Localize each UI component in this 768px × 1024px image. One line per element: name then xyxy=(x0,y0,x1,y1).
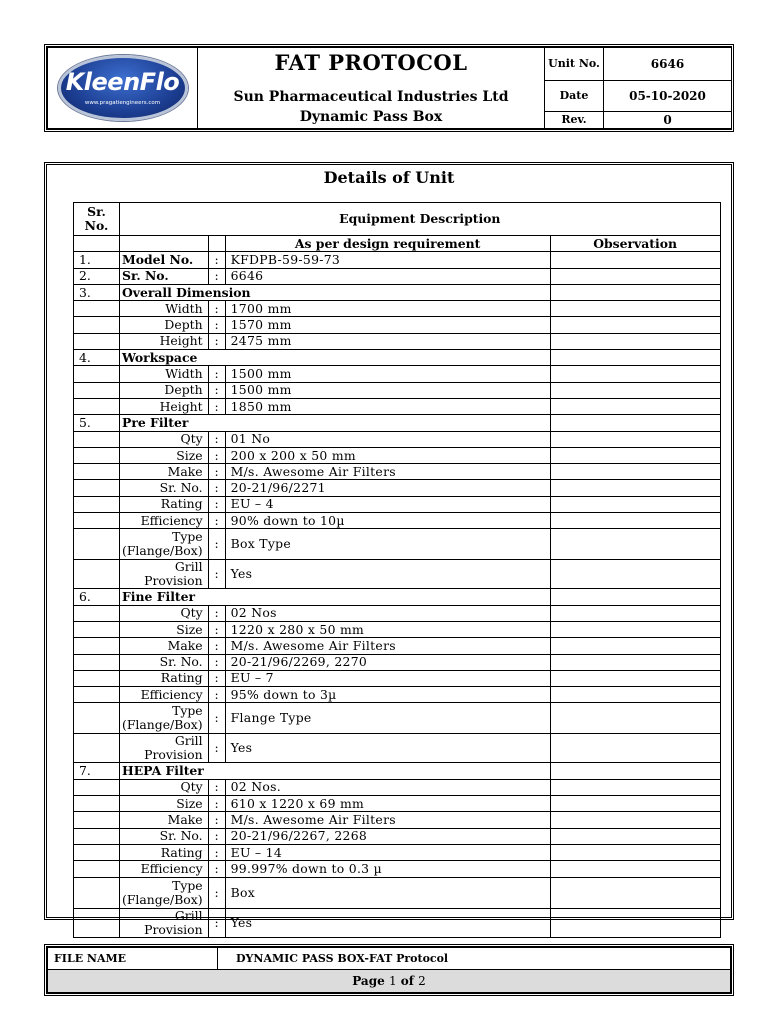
observation-cell xyxy=(550,589,720,605)
field-value: 1850 mm xyxy=(225,398,550,414)
observation-cell xyxy=(550,844,720,860)
date-value: 05-10-2020 xyxy=(604,81,732,112)
sr-no-cell xyxy=(74,480,120,496)
colon-separator: : xyxy=(208,496,225,512)
table-row xyxy=(74,480,721,496)
sr-no-cell xyxy=(74,796,120,812)
sr-no-cell xyxy=(74,638,120,654)
sr-no-cell xyxy=(74,877,120,908)
observation-cell xyxy=(550,496,720,512)
field-value: 20-21/96/2267, 2268 xyxy=(225,828,550,844)
date-label: Date xyxy=(545,81,604,112)
colon-separator: : xyxy=(208,877,225,908)
field-value: M/s. Awesome Air Filters xyxy=(225,812,550,828)
observation-cell xyxy=(550,464,720,480)
field-value: 20-21/96/2271 xyxy=(225,480,550,496)
field-label: Depth xyxy=(120,317,209,333)
field-label: Qty xyxy=(120,431,209,447)
table-row xyxy=(74,861,721,877)
table-row xyxy=(74,812,721,828)
empty-cell xyxy=(208,236,225,252)
field-value: 20-21/96/2269, 2270 xyxy=(225,654,550,670)
field-label: Type (Flange/Box) xyxy=(120,877,209,908)
design-requirement-header: As per design requirement xyxy=(225,236,550,252)
colon-separator: : xyxy=(208,447,225,463)
field-value: 610 x 1220 x 69 mm xyxy=(225,796,550,812)
observation-cell xyxy=(550,861,720,877)
field-label: Efficiency xyxy=(120,513,209,529)
sr-no-cell xyxy=(74,431,120,447)
observation-cell xyxy=(550,529,720,560)
logo-url: www.pragatiengineers.com xyxy=(84,100,161,106)
of-word: of xyxy=(400,973,414,988)
observation-cell xyxy=(550,605,720,621)
title-block xyxy=(198,48,545,129)
field-value: 1700 mm xyxy=(225,301,550,317)
details-title: Details of Unit xyxy=(323,168,455,187)
table-row xyxy=(74,496,721,512)
observation-cell xyxy=(550,828,720,844)
table-header-row xyxy=(74,203,721,236)
field-value: M/s. Awesome Air Filters xyxy=(225,638,550,654)
colon-separator: : xyxy=(208,861,225,877)
colon-separator: : xyxy=(208,670,225,686)
document-footer xyxy=(44,944,734,996)
unit-no-label: Unit No. xyxy=(545,48,604,81)
sr-no-cell xyxy=(74,605,120,621)
field-label: Efficiency xyxy=(120,861,209,877)
rev-label: Rev. xyxy=(545,112,604,129)
details-frame xyxy=(44,162,734,937)
colon-separator: : xyxy=(208,317,225,333)
field-value: Flange Type xyxy=(225,703,550,734)
field-value: 1500 mm xyxy=(225,382,550,398)
field-value: 1500 mm xyxy=(225,366,550,382)
colon-separator: : xyxy=(208,268,225,284)
field-label: Rating xyxy=(120,496,209,512)
table-row xyxy=(74,779,721,795)
field-label: Sr. No. xyxy=(120,480,209,496)
table-row xyxy=(74,268,721,284)
colon-separator: : xyxy=(208,844,225,860)
field-label: Height xyxy=(120,398,209,414)
field-label: Height xyxy=(120,333,209,349)
field-label: Size xyxy=(120,447,209,463)
field-label: Rating xyxy=(120,670,209,686)
observation-cell xyxy=(550,268,720,284)
table-row xyxy=(74,333,721,349)
observation-cell xyxy=(550,779,720,795)
observation-cell xyxy=(550,415,720,431)
section-heading: Pre Filter xyxy=(120,415,551,431)
observation-cell xyxy=(550,703,720,734)
sr-no-cell xyxy=(74,844,120,860)
field-value: EU – 7 xyxy=(225,670,550,686)
document-title: FAT PROTOCOL xyxy=(274,49,468,75)
field-value: 6646 xyxy=(225,268,550,284)
table-row xyxy=(74,366,721,382)
field-value: M/s. Awesome Air Filters xyxy=(225,464,550,480)
page-indicator xyxy=(48,969,731,992)
colon-separator: : xyxy=(208,828,225,844)
sr-no-cell xyxy=(74,382,120,398)
section-row xyxy=(74,350,721,366)
page-word: Page xyxy=(352,973,385,988)
table-row xyxy=(74,447,721,463)
sr-no-cell xyxy=(74,496,120,512)
observation-cell xyxy=(550,382,720,398)
colon-separator: : xyxy=(208,734,225,763)
field-label: Make xyxy=(120,464,209,480)
sr-no-cell xyxy=(74,333,120,349)
file-name-value: DYNAMIC PASS BOX-FAT Protocol xyxy=(218,948,731,970)
observation-cell xyxy=(550,621,720,637)
sr-no-cell: 5. xyxy=(74,415,120,431)
observation-cell xyxy=(550,301,720,317)
observation-cell xyxy=(550,654,720,670)
field-label: Size xyxy=(120,796,209,812)
table-row xyxy=(74,877,721,908)
section-row xyxy=(74,415,721,431)
sr-no-cell xyxy=(74,398,120,414)
table-row xyxy=(74,464,721,480)
sr-no-cell: 6. xyxy=(74,589,120,605)
field-label: Grill Provision xyxy=(120,560,209,589)
colon-separator: : xyxy=(208,796,225,812)
section-row xyxy=(74,589,721,605)
colon-separator: : xyxy=(208,382,225,398)
table-row xyxy=(74,252,721,268)
field-label: Grill Provision xyxy=(120,734,209,763)
sr-no-cell: 4. xyxy=(74,350,120,366)
table-row xyxy=(74,529,721,560)
colon-separator: : xyxy=(208,621,225,637)
field-value: Yes xyxy=(225,734,550,763)
field-value: Yes xyxy=(225,560,550,589)
observation-cell xyxy=(550,812,720,828)
table-row xyxy=(74,317,721,333)
sr-no-cell xyxy=(74,861,120,877)
table-row xyxy=(74,796,721,812)
document-header xyxy=(44,44,734,132)
field-label: Type (Flange/Box) xyxy=(120,703,209,734)
table-row xyxy=(74,398,721,414)
sr-no-cell xyxy=(74,908,120,937)
table-row xyxy=(74,670,721,686)
field-label: Depth xyxy=(120,382,209,398)
observation-cell xyxy=(550,560,720,589)
sr-no-cell xyxy=(74,317,120,333)
page-current: 1 xyxy=(388,973,397,988)
field-label: Size xyxy=(120,621,209,637)
company-name: Sun Pharmaceutical Industries Ltd xyxy=(233,88,509,105)
table-row xyxy=(74,638,721,654)
observation-cell xyxy=(550,317,720,333)
colon-separator: : xyxy=(208,529,225,560)
section-heading: Workspace xyxy=(120,350,551,366)
sr-no-cell xyxy=(74,670,120,686)
colon-separator: : xyxy=(208,812,225,828)
field-value: KFDPB-59-59-73 xyxy=(225,252,550,268)
sr-no-cell xyxy=(74,828,120,844)
sr-no-cell xyxy=(74,687,120,703)
field-value: EU – 14 xyxy=(225,844,550,860)
observation-header: Observation xyxy=(550,236,720,252)
colon-separator: : xyxy=(208,560,225,589)
table-row xyxy=(74,844,721,860)
table-row xyxy=(74,687,721,703)
colon-separator: : xyxy=(208,431,225,447)
sr-no-cell xyxy=(74,703,120,734)
section-heading: HEPA Filter xyxy=(120,763,551,779)
field-label: Width xyxy=(120,366,209,382)
field-label: Efficiency xyxy=(120,687,209,703)
section-row xyxy=(74,763,721,779)
field-value: 99.997% down to 0.3 µ xyxy=(225,861,550,877)
sr-no-cell: 3. xyxy=(74,284,120,300)
sr-no-cell: 7. xyxy=(74,763,120,779)
sr-no-cell xyxy=(74,621,120,637)
table-row xyxy=(74,431,721,447)
details-table xyxy=(73,202,721,938)
table-row xyxy=(74,605,721,621)
observation-cell xyxy=(550,908,720,937)
colon-separator: : xyxy=(208,654,225,670)
colon-separator: : xyxy=(208,398,225,414)
field-label: Sr. No. xyxy=(120,654,209,670)
field-value: Box xyxy=(225,877,550,908)
sr-no-cell xyxy=(74,560,120,589)
field-value: 02 Nos. xyxy=(225,779,550,795)
colon-separator: : xyxy=(208,513,225,529)
kleenflo-logo xyxy=(58,55,188,121)
field-label: Type (Flange/Box) xyxy=(120,529,209,560)
sr-no-cell xyxy=(74,513,120,529)
sr-no-cell xyxy=(74,301,120,317)
sr-no-header: Sr. No. xyxy=(74,203,120,236)
field-label: Width xyxy=(120,301,209,317)
sr-no-cell xyxy=(74,464,120,480)
colon-separator: : xyxy=(208,464,225,480)
field-value: Box Type xyxy=(225,529,550,560)
sr-no-cell xyxy=(74,812,120,828)
table-row xyxy=(74,703,721,734)
table-row xyxy=(74,908,721,937)
observation-cell xyxy=(550,796,720,812)
field-value: 2475 mm xyxy=(225,333,550,349)
field-label: Grill Provision xyxy=(120,908,209,937)
table-row xyxy=(74,828,721,844)
section-row xyxy=(74,284,721,300)
field-label: Sr. No. xyxy=(120,268,209,284)
observation-cell xyxy=(550,480,720,496)
field-value: 200 x 200 x 50 mm xyxy=(225,447,550,463)
colon-separator: : xyxy=(208,333,225,349)
section-heading: Fine Filter xyxy=(120,589,551,605)
colon-separator: : xyxy=(208,779,225,795)
sr-no-cell xyxy=(74,529,120,560)
field-value: 02 Nos xyxy=(225,605,550,621)
table-row xyxy=(74,382,721,398)
colon-separator: : xyxy=(208,480,225,496)
sr-no-cell xyxy=(74,654,120,670)
colon-separator: : xyxy=(208,605,225,621)
field-value: Yes xyxy=(225,908,550,937)
field-value: 90% down to 10µ xyxy=(225,513,550,529)
section-heading: Overall Dimension xyxy=(120,284,551,300)
empty-cell xyxy=(74,236,120,252)
observation-cell xyxy=(550,398,720,414)
file-name-label: FILE NAME xyxy=(48,948,218,970)
colon-separator: : xyxy=(208,301,225,317)
colon-separator: : xyxy=(208,366,225,382)
observation-cell xyxy=(550,252,720,268)
table-row xyxy=(74,301,721,317)
colon-separator: : xyxy=(208,638,225,654)
field-label: Make xyxy=(120,812,209,828)
field-value: 95% down to 3µ xyxy=(225,687,550,703)
unit-no-value: 6646 xyxy=(604,48,732,81)
observation-cell xyxy=(550,513,720,529)
observation-cell xyxy=(550,638,720,654)
sr-no-cell xyxy=(74,734,120,763)
sr-no-cell xyxy=(74,779,120,795)
observation-cell xyxy=(550,447,720,463)
field-value: 1570 mm xyxy=(225,317,550,333)
colon-separator: : xyxy=(208,908,225,937)
table-row xyxy=(74,621,721,637)
field-label: Qty xyxy=(120,605,209,621)
field-label: Model No. xyxy=(120,252,209,268)
observation-cell xyxy=(550,734,720,763)
colon-separator: : xyxy=(208,687,225,703)
table-row xyxy=(74,513,721,529)
field-value: 1220 x 280 x 50 mm xyxy=(225,621,550,637)
table-row xyxy=(74,734,721,763)
colon-separator: : xyxy=(208,703,225,734)
table-subheader-row xyxy=(74,236,721,252)
observation-cell xyxy=(550,763,720,779)
page-total: 2 xyxy=(418,973,426,988)
sr-no-cell xyxy=(74,366,120,382)
colon-separator: : xyxy=(208,252,225,268)
rev-value: 0 xyxy=(604,112,732,129)
observation-cell xyxy=(550,670,720,686)
observation-cell xyxy=(550,333,720,349)
sr-no-cell xyxy=(74,447,120,463)
observation-cell xyxy=(550,431,720,447)
table-row xyxy=(74,654,721,670)
observation-cell xyxy=(550,284,720,300)
field-label: Make xyxy=(120,638,209,654)
field-label: Sr. No. xyxy=(120,828,209,844)
observation-cell xyxy=(550,366,720,382)
product-name: Dynamic Pass Box xyxy=(299,108,443,125)
logo-text: KleenFlo xyxy=(65,68,180,96)
equipment-description-header: Equipment Description xyxy=(120,203,721,236)
field-label: Rating xyxy=(120,844,209,860)
field-value: EU – 4 xyxy=(225,496,550,512)
observation-cell xyxy=(550,687,720,703)
table-row xyxy=(74,560,721,589)
field-label: Qty xyxy=(120,779,209,795)
empty-cell xyxy=(120,236,209,252)
observation-cell xyxy=(550,877,720,908)
sr-no-cell: 2. xyxy=(74,268,120,284)
logo-cell xyxy=(48,48,198,129)
sr-no-cell: 1. xyxy=(74,252,120,268)
field-value: 01 No xyxy=(225,431,550,447)
observation-cell xyxy=(550,350,720,366)
